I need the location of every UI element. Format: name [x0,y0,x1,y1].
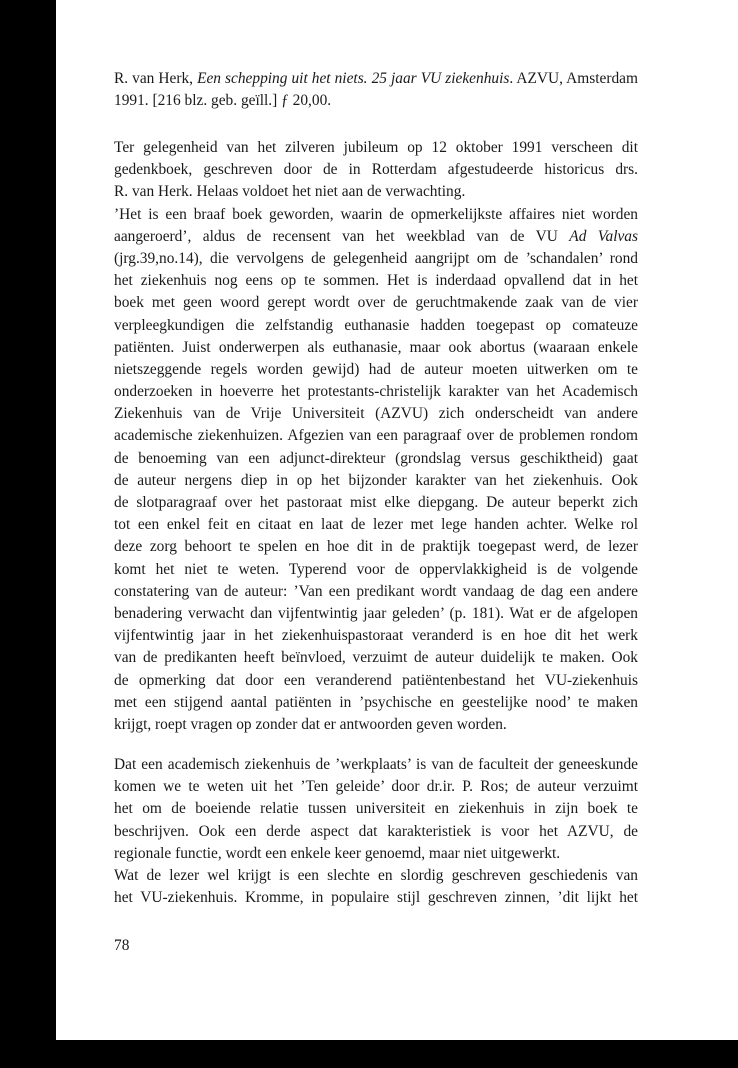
text-line: Ziekenhuis van de Vrije Universiteit (AZVU) zich onderscheidt van andere [114,405,638,423]
scan-left-border [0,0,56,1068]
text-line: de benoeming van een adjunct-direkteur (grondslag versus geschiktheid) gaat [114,449,638,467]
text-line: met een stijgend aantal patiënten in ’psychische en geestelijke nood’ te maken [114,693,638,711]
citation-line-2: 1991. [216 blz. geb. geïll.] ƒ 20,00. [114,92,332,110]
text-line: ’Het is een braaf boek geworden, waarin de opmerkelijkste affaires niet worden [114,205,638,223]
text-line: Ter gelegenheid van het zilveren jubileum op 12 oktober 1991 verscheen dit [114,139,638,156]
text-line: de slotparagraaf over het pastoraat mist elke diepgang. De auteur beperkt zich [114,494,638,511]
citation-author: R. van Herk, [114,70,198,87]
text-line: het VU-ziekenhuis. Kromme, in populaire stijl geschreven zinnen, ’dit lijkt het [114,889,638,907]
text-line: constatering van de auteur: ’Van een predikant wordt vandaag de dag een andere [114,582,638,600]
text-line: Wat de lezer wel krijgt is een slechte en slordig geschreven geschiedenis van [114,866,638,884]
journal-name: Ad Valvas [569,227,638,245]
text-line: de opmerking dat door een veranderend patiëntenbestand het VU-ziekenhuis [114,671,638,689]
text-line: verpleegkundigen die zelfstandig euthanasie hadden toegepast op comateuze [114,316,638,334]
text-line: academische ziekenhuizen. Afgezien van een paragraaf over de problemen rondom [114,427,638,445]
text-line: onderzoeken in hoeverre het protestants-christelijk karakter van het Academisch [114,383,638,401]
citation-publisher: . AZVU, Amsterdam [509,70,638,87]
text-line: krijgt, roept vragen op zonder dat er antwoorden geven worden. [114,715,507,733]
text-line: nietszeggende regels worden gewijd) had de auteur moeten uitwerken om te [114,360,638,378]
text-line: (jrg.39,no.14), die vervolgens de gelegenheid aangrijpt om de ’schandalen’ rond [114,249,638,267]
citation-line-1 [114,68,638,90]
text-line: deze zorg behoort te spelen en hoe dit in de praktijk toegepast werd, de lezer [114,538,638,556]
text-fragment: aangeroerd’, aldus de recensent van het weekblad van de VU [114,227,570,245]
text-line: patiënten. Juist onderwerpen als euthanasie, maar ook abortus (waaraan enkele [114,338,638,356]
text-line: regionale functie, wordt een enkele keer genoemd, maar niet uitgewerkt. [114,844,561,862]
text-line: benadering verwacht dan vijfentwintig jaar geleden’ (p. 181). Wat er de afgelopen [114,604,638,622]
text-line: tot een enkel feit en citaat en laat de lezer met lege handen achter. Welke rol [114,516,638,534]
book-citation [114,68,638,112]
scan-bottom-border [0,1040,738,1068]
text-line [114,226,638,248]
citation-title: Een schepping uit het niets. 25 jaar VU ziekenhuis [197,70,510,87]
text-line: het om de boeiende relatie tussen universiteit en ziekenhuis in zijn boek te [114,800,638,818]
text-line: komen we te weten uit het ’Ten geleide’ door dr.ir. P. Ros; de auteur verzuimt [114,778,638,796]
text-line: van de predikanten heeft beïnvloed, verzuimt de auteur duidelijk te maken. Ook [114,649,638,667]
text-line: de auteur nergens diep in op het bijzonder karakter van het ziekenhuis. Ook [114,471,638,489]
text-line: boek met geen woord gerept wordt over de geruchtmakende zaak van de vier [114,294,638,312]
text-line: vijfentwintig jaar in het ziekenhuispastoraat veranderd is en hoe dit het werk [114,627,638,645]
text-line: het ziekenhuis nog eens op te sommen. Het is inderdaad opvallend dat in het [114,272,638,290]
text-line: Dat een academisch ziekenhuis de ’werkplaats’ is van de faculteit der geneeskunde [114,756,638,773]
review-paragraph-1 [114,137,638,736]
text-line: komt het niet te weten. Typerend voor de oppervlakkigheid is de volgende [114,560,638,578]
text-line: gedenkboek, geschreven door de in Rotterdam afgestudeerde historicus drs. [114,161,638,179]
text-line: beschrijven. Ook een derde aspect dat karakteristiek is voor het AZVU, de [114,822,638,840]
page-number: 78 [114,937,130,954]
review-paragraph-2 [114,754,638,909]
text-line: R. van Herk. Helaas voldoet het niet aan de verwachting. [114,183,466,201]
